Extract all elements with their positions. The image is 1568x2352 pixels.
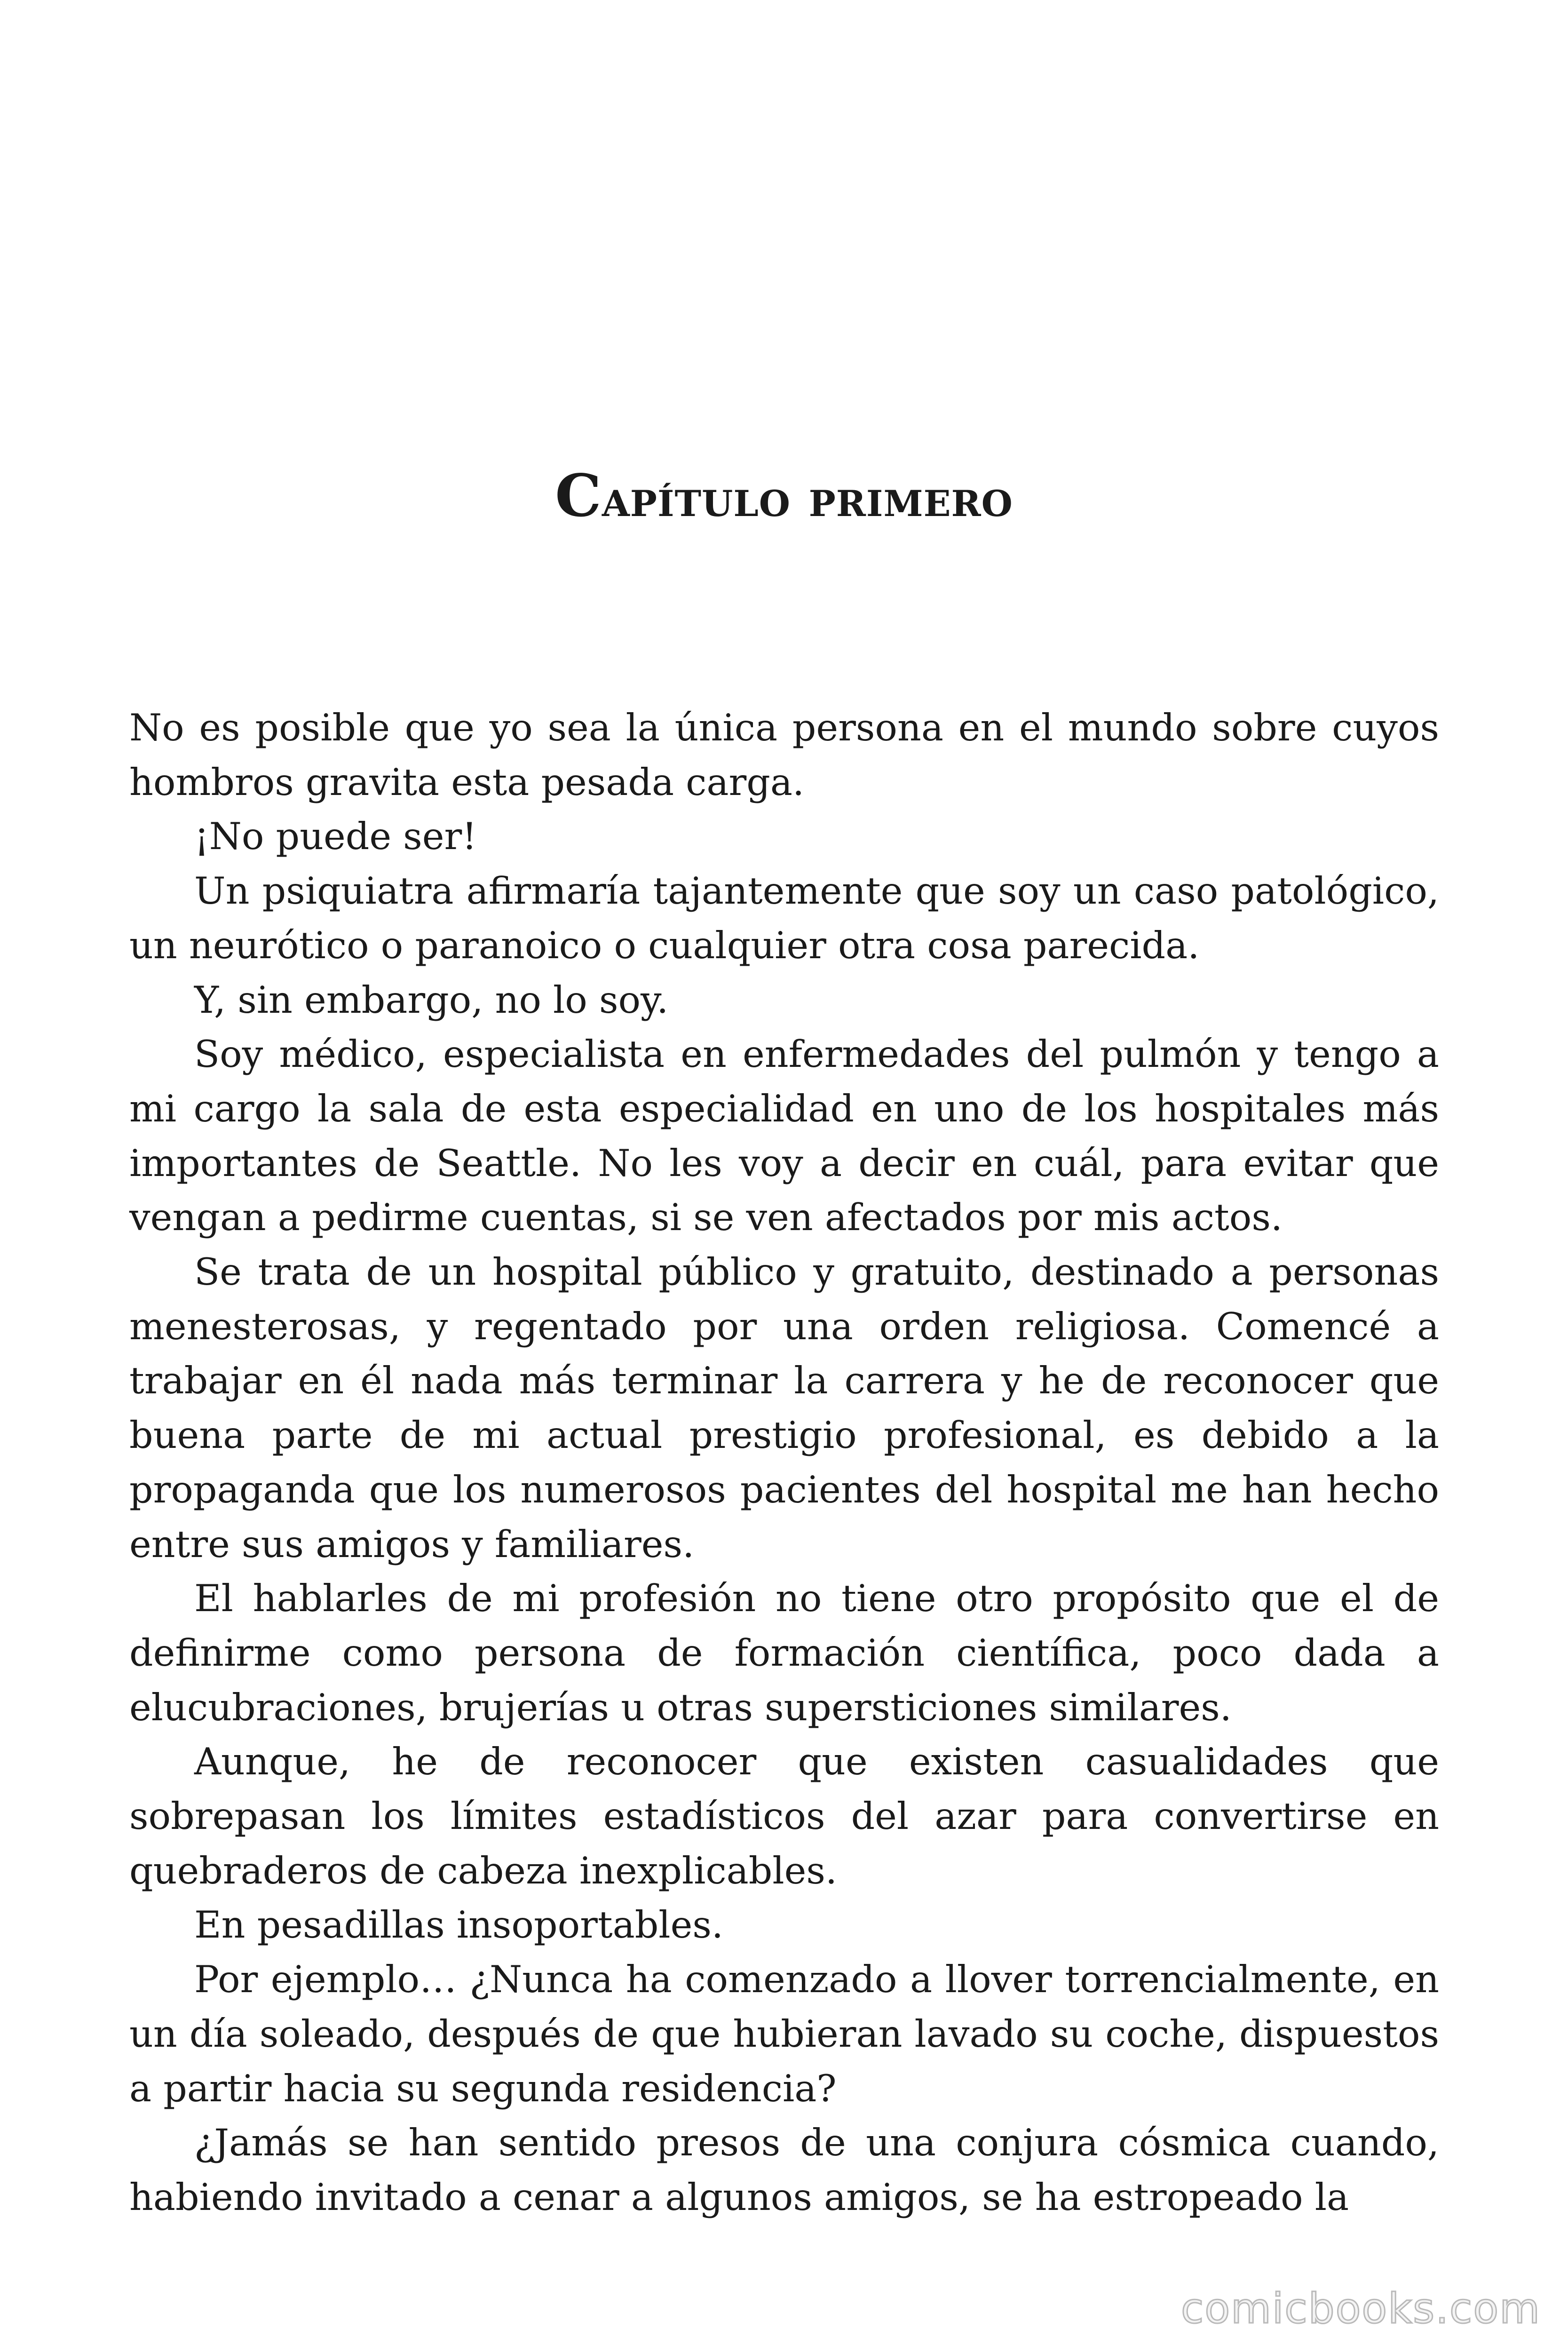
chapter-title-initial: C xyxy=(555,462,602,530)
chapter-title-word-2: primero xyxy=(808,469,1013,528)
paragraph: El hablarles de mi profesión no tiene otro propósito que el de definirme como persona de formación científica, poco dada a elucubraciones, brujerías u otras supersticiones similares. xyxy=(129,1577,1439,1729)
watermark: comicbooks.com xyxy=(1180,2284,1541,2333)
paragraph: No es posible que yo sea la única persona en el mundo sobre cuyos hombros gravita esta pesada carga. xyxy=(129,706,1439,804)
paragraph: Soy médico, especialista en enfermedades del pulmón y tengo a mi cargo la sala de esta especialidad en uno de los hospitales más importantes de Seattle. No les voy a decir en cuál, para evitar que vengan a pedirme cuentas, si se ven afectados por mis actos. xyxy=(129,1033,1439,1240)
paragraph: Un psiquiatra afirmaría tajantemente que soy un caso patológico, un neurótico o paranoico o cualquier otra cosa parecida. xyxy=(129,869,1439,967)
paragraph: Aunque, he de reconocer que existen casualidades que sobrepasan los límites estadísticos del azar para convertirse en quebraderos de cabeza inexplicables. xyxy=(129,1740,1439,1892)
chapter-body xyxy=(129,701,1439,2225)
paragraph: ¡No puede ser! xyxy=(194,815,477,858)
paragraph: ¿Jamás se han sentido presos de una conjura cósmica cuando, habiendo invitado a cenar a algunos amigos, se ha estropeado la xyxy=(129,2121,1439,2219)
paragraph: Por ejemplo… ¿Nunca ha comenzado a llover torrencialmente, en un día soleado, después de que hubieran lavado su coche, dispuestos a partir hacia su segunda residencia? xyxy=(129,1958,1439,2110)
chapter-title xyxy=(0,462,1568,530)
chapter-title-word-1: apítulo xyxy=(602,469,791,528)
paragraph: Y, sin embargo, no lo soy. xyxy=(194,978,669,1022)
paragraph: En pesadillas insoportables. xyxy=(194,1903,723,1947)
paragraph: Se trata de un hospital público y gratuito, destinado a personas menesterosas, y regentado por una orden religiosa. Comencé a trabajar en él nada más terminar la carrera y he de reconocer que buena parte de mi actual prestigio profesional, es debido a la propaganda que los numerosos pacientes del hospital me han hecho entre sus amigos y familiares. xyxy=(129,1250,1439,1566)
